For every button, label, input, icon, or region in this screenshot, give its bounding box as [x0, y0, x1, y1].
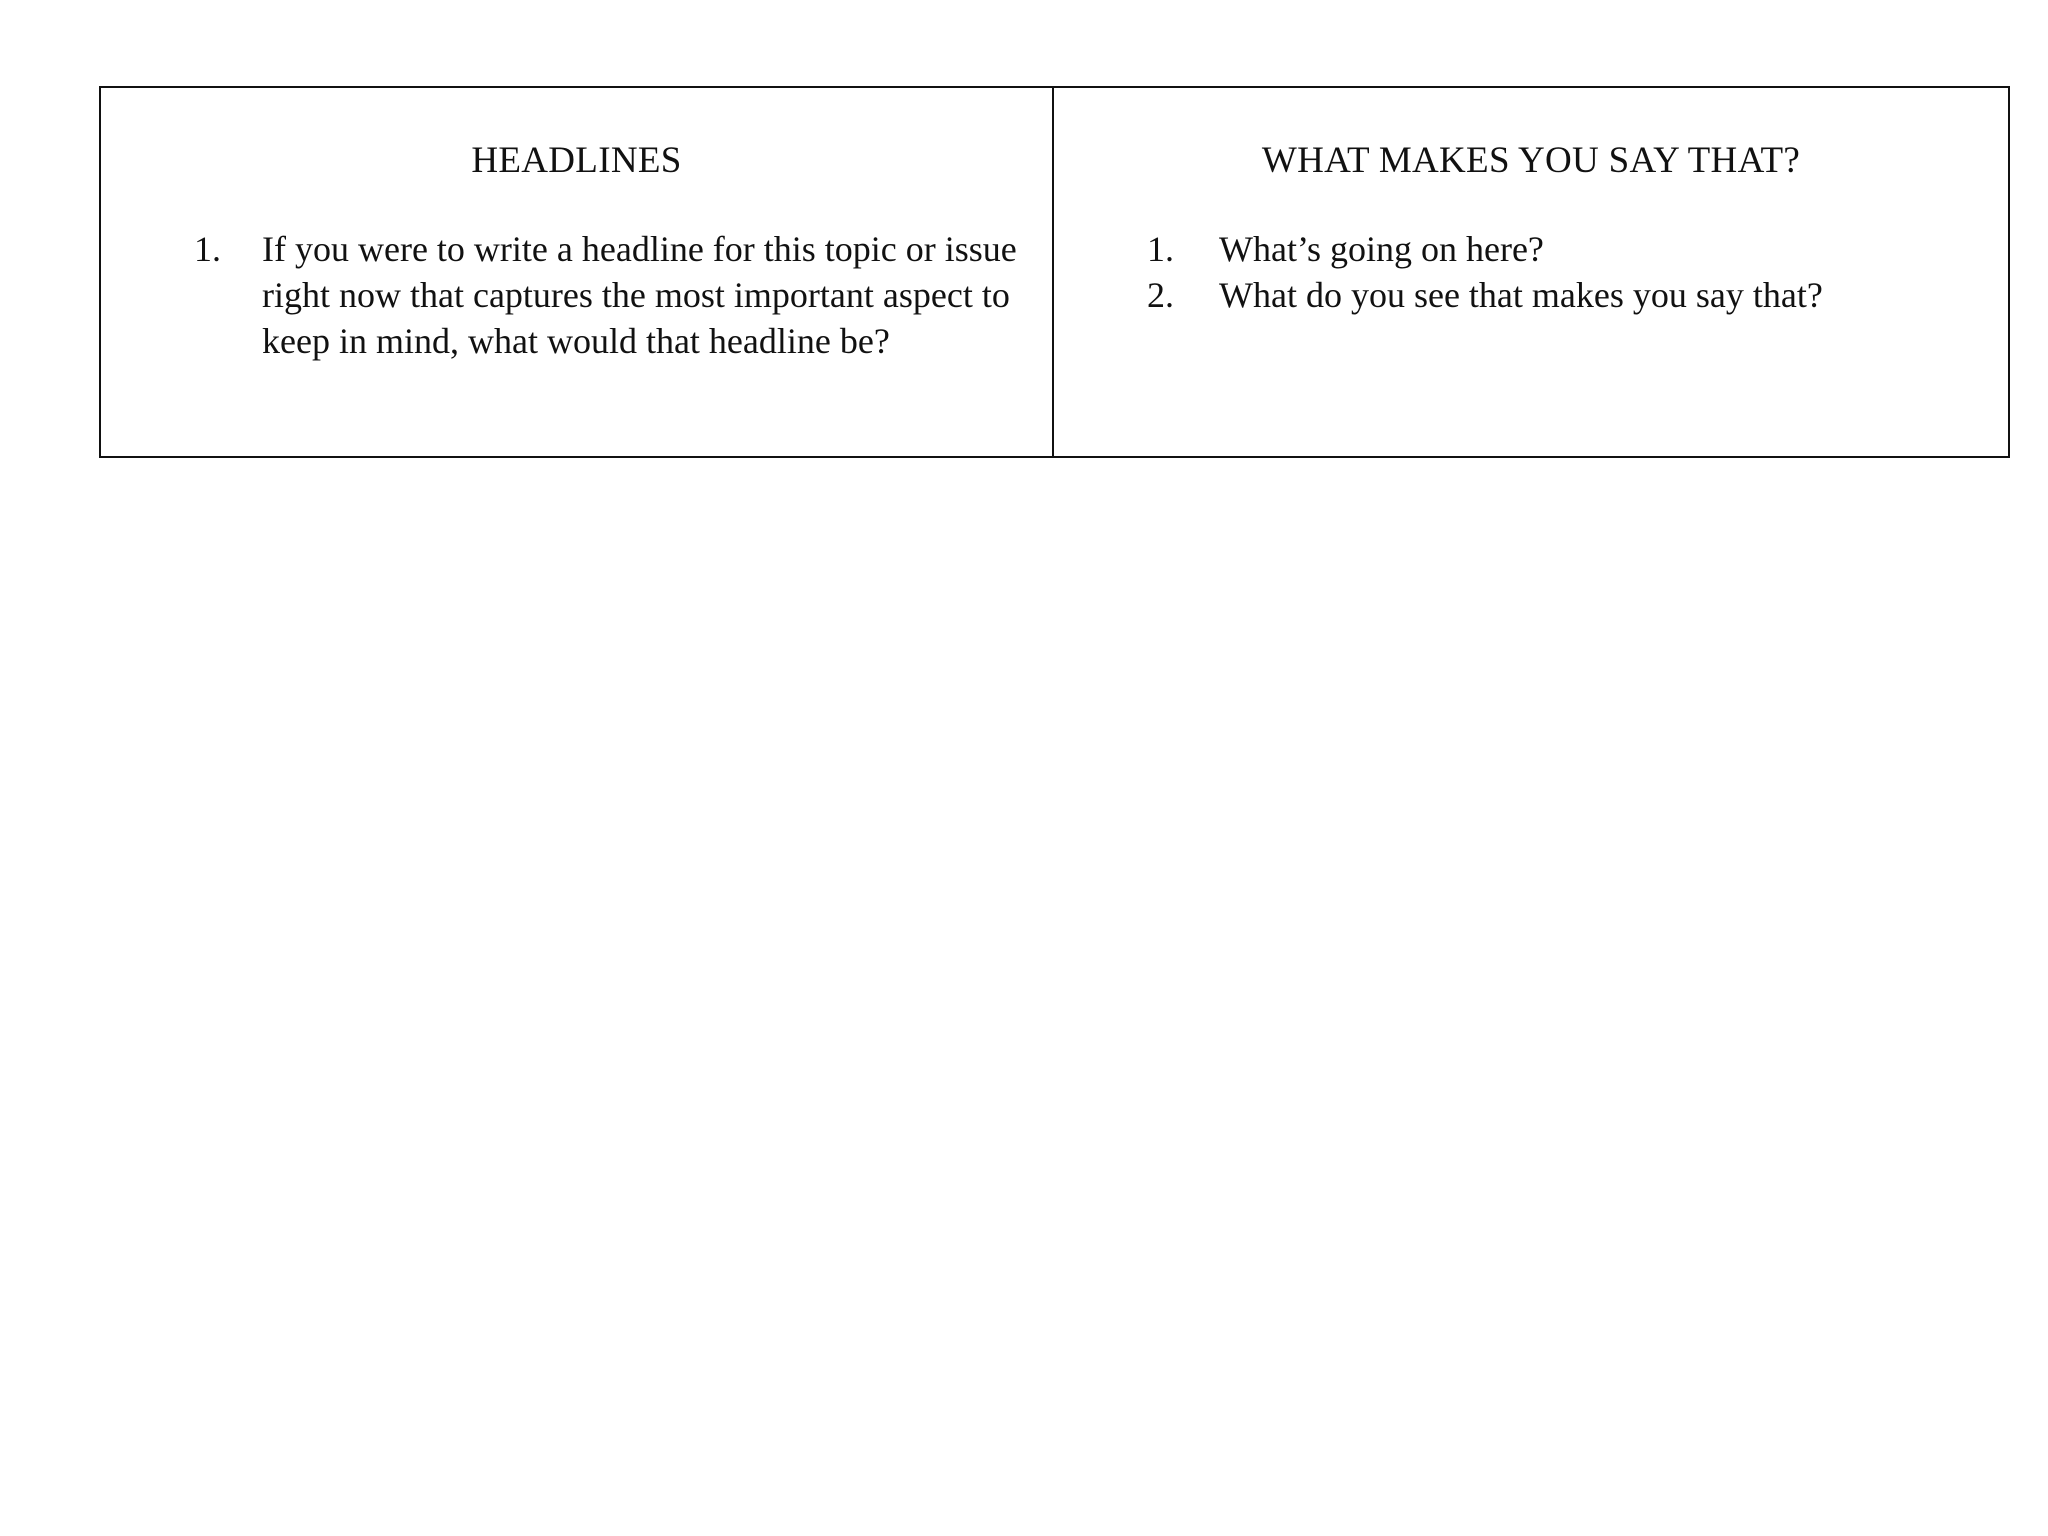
list-item-text: What’s going on here?: [1219, 229, 1544, 269]
list-item-text: If you were to write a headline for this topic or issue right now that captures the most important aspect to keep in mind, what would that headline be?: [262, 229, 1017, 361]
list-item-number: 1.: [1147, 229, 1174, 269]
what-makes-you-say-that-list: [1054, 226, 2008, 318]
list-item: [1054, 226, 2008, 272]
what-makes-you-say-that-cell: [1053, 87, 2009, 457]
headlines-list: [101, 226, 1052, 364]
list-item-number: 1.: [194, 229, 221, 269]
what-makes-you-say-that-heading: WHAT MAKES YOU SAY THAT?: [1261, 140, 1801, 181]
list-item-number: 2.: [1147, 275, 1174, 315]
headlines-cell: [100, 87, 1053, 457]
table-row: [100, 87, 2009, 457]
list-item: [101, 226, 1052, 364]
list-item: [1054, 272, 2008, 318]
headlines-heading: HEADLINES: [471, 140, 682, 181]
list-item-text: What do you see that makes you say that?: [1219, 275, 1823, 315]
routines-table: [99, 86, 2010, 458]
